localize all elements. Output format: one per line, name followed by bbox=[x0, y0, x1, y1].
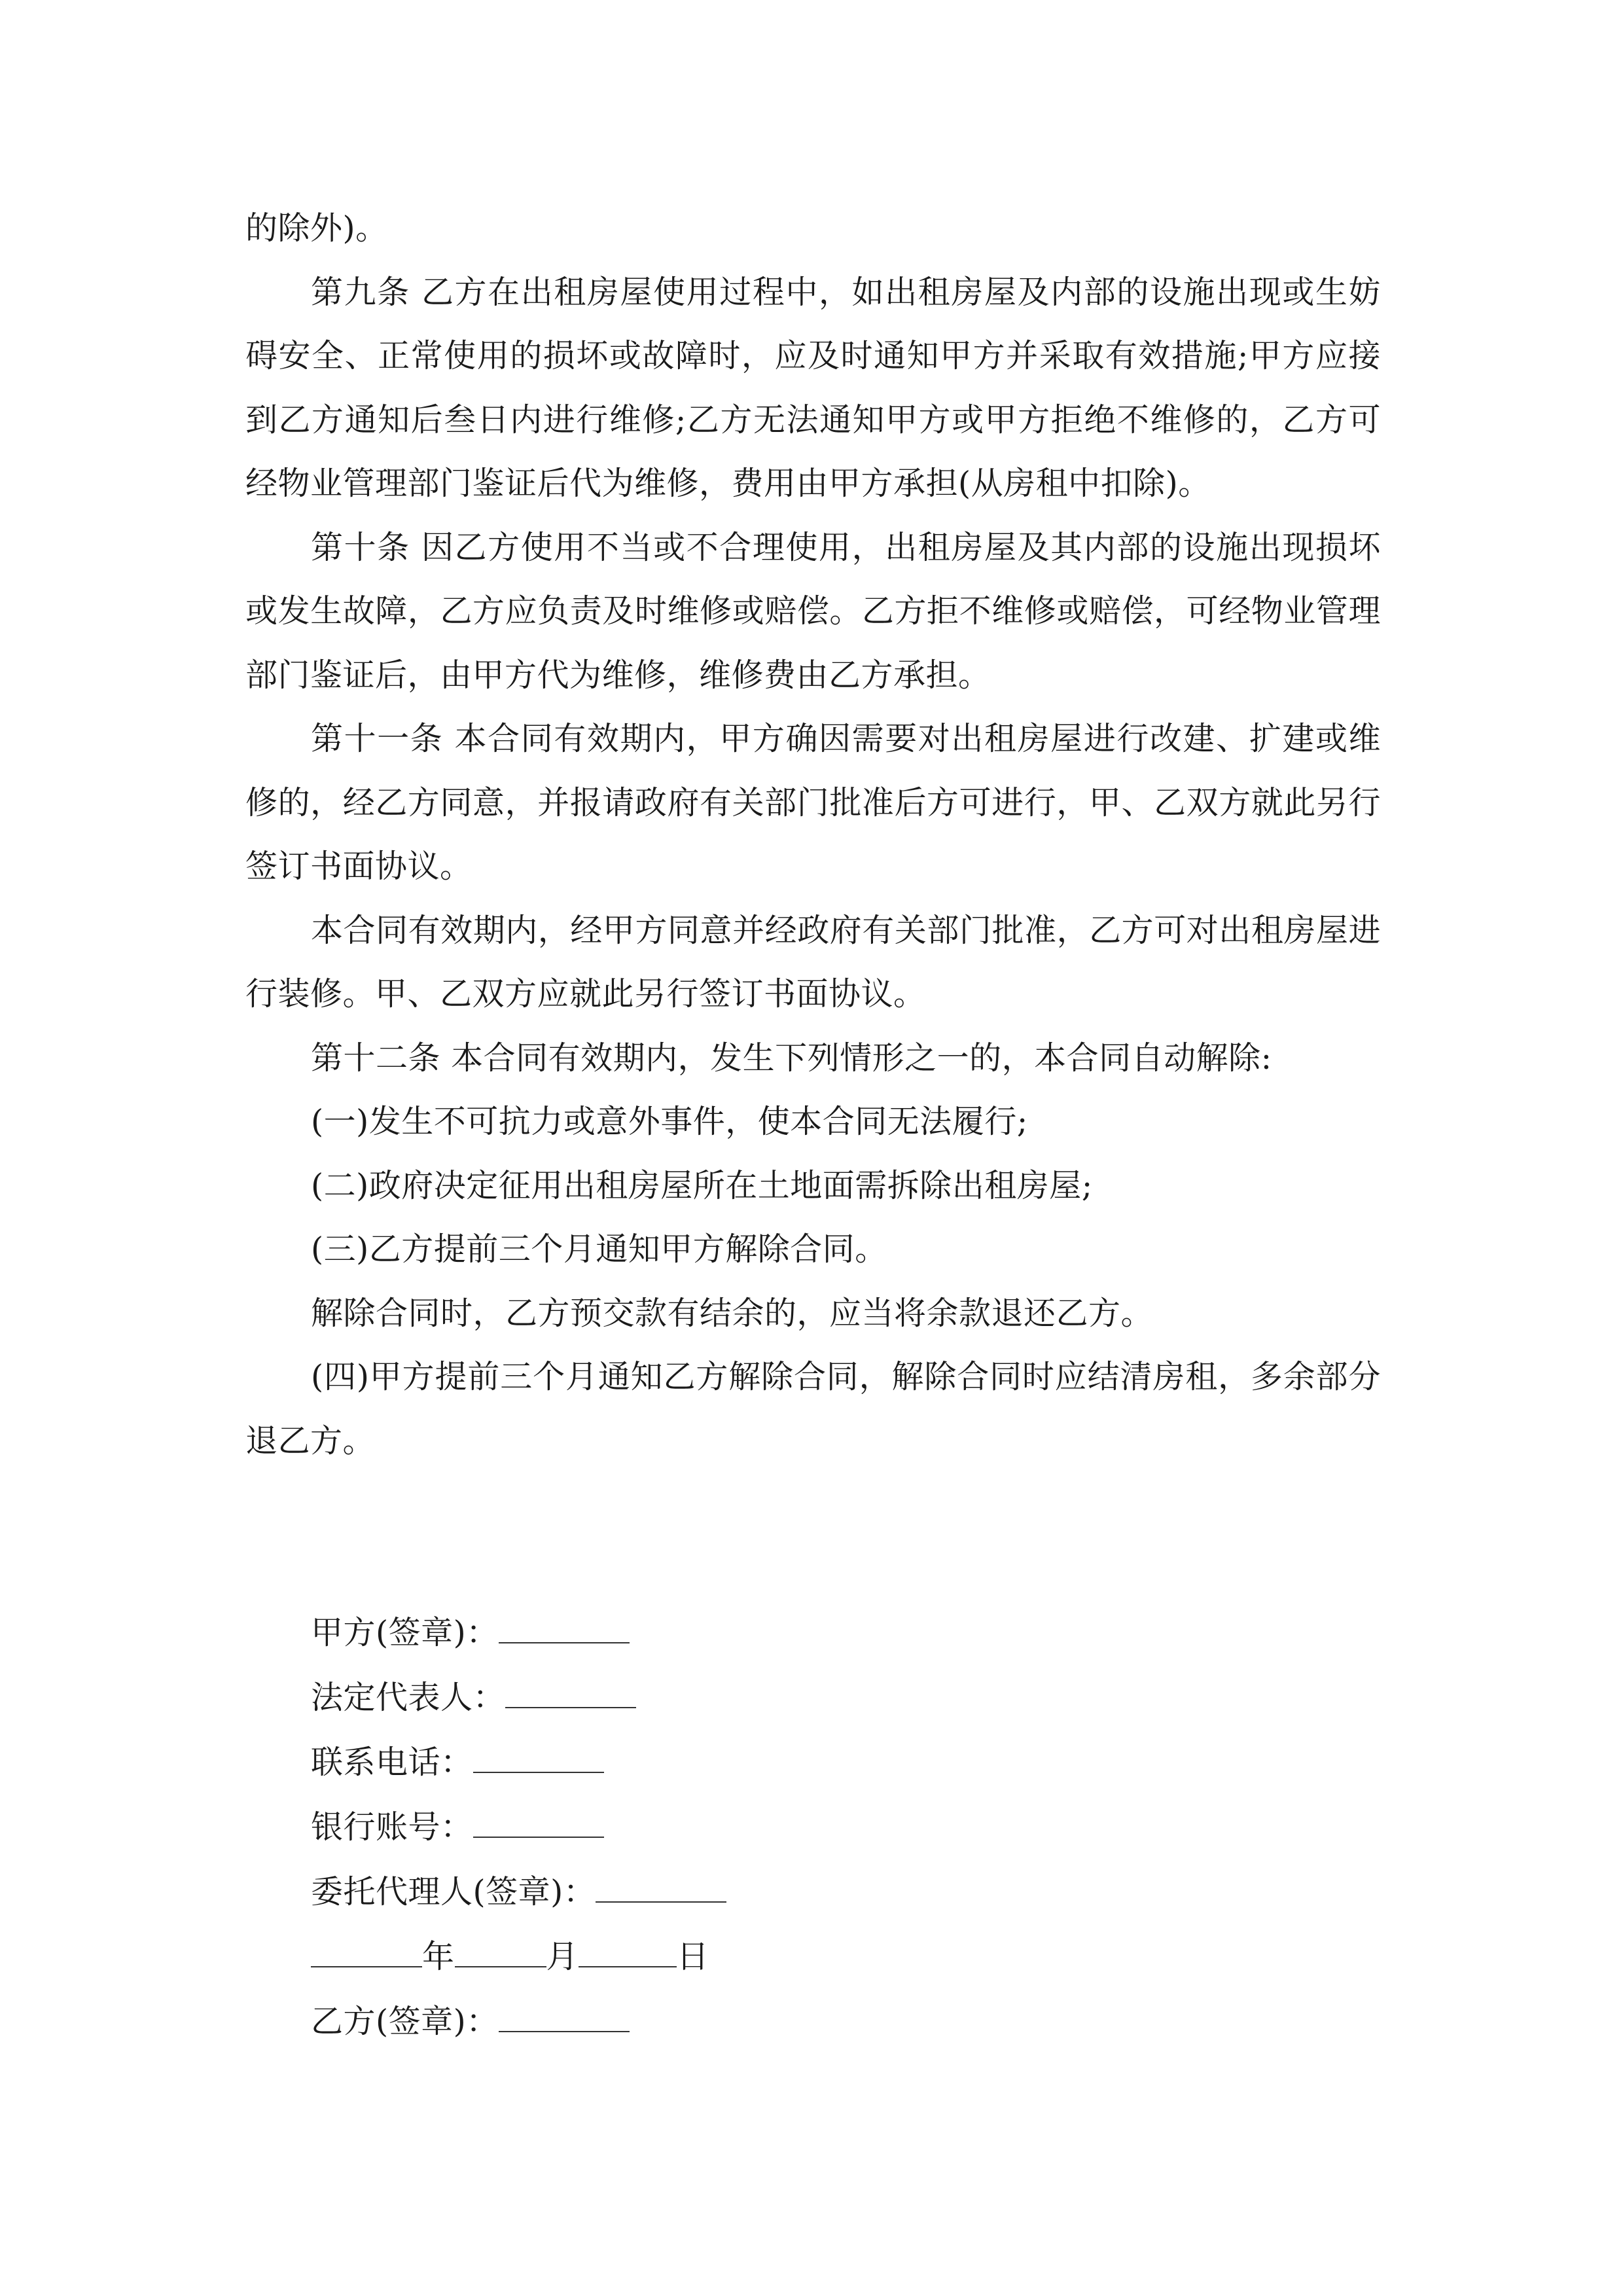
paragraph-article-9: 第九条 乙方在出租房屋使用过程中，如出租房屋及内部的设施出现或生妨碍安全、正常使用的损坏或故障时，应及时通知甲方并采取有效措施;甲方应接到乙方通知后叁日内进行维修;乙方无法通知甲方或甲方拒绝不维修的，乙方可经物业管理部门鉴证后代为维修，费用由甲方承担(从房租中扣除)。 bbox=[245, 273, 1381, 502]
day-blank[interactable] bbox=[579, 1940, 677, 1967]
phone-blank[interactable] bbox=[473, 1746, 604, 1773]
party-a-blank[interactable] bbox=[499, 1616, 630, 1643]
paragraph-continuation: 的除外)。 bbox=[245, 209, 388, 247]
legal-rep-blank[interactable] bbox=[505, 1681, 636, 1708]
paragraph-article-11: 第十一条 本合同有效期内，甲方确因需要对出租房屋进行改建、扩建或维修的，经乙方同意，并报请政府有关部门批准后方可进行，甲、乙双方就此另行签订书面协议。 bbox=[245, 720, 1381, 885]
signature-row-party-b bbox=[311, 1989, 1227, 2054]
paragraph-article-10: 第十条 因乙方使用不当或不合理使用，出租房屋及其内部的设施出现损坏或发生故障，乙方应负责及时维修或赔偿。乙方拒不维修或赔偿，可经物业管理部门鉴证后，由甲方代为维修，维修费由乙方承担。 bbox=[245, 528, 1381, 694]
party-a-label: 甲方(签章)： bbox=[311, 1614, 499, 1651]
signature-row-legal-rep bbox=[311, 1665, 1227, 1730]
signature-row-bank-account bbox=[311, 1795, 1227, 1859]
year-label: 年 bbox=[422, 1938, 455, 1975]
agent-label: 委托代理人(签章)： bbox=[311, 1873, 596, 1910]
agent-blank[interactable] bbox=[596, 1875, 726, 1903]
paragraph-renovation: 本合同有效期内，经甲方同意并经政府有关部门批准，乙方可对出租房屋进行装修。甲、乙双方应就此另行签订书面协议。 bbox=[245, 911, 1381, 1013]
phone-label: 联系电话： bbox=[311, 1744, 473, 1781]
year-blank[interactable] bbox=[311, 1940, 422, 1967]
month-blank[interactable] bbox=[455, 1940, 546, 1967]
bank-account-blank[interactable] bbox=[473, 1810, 604, 1838]
contract-body bbox=[245, 196, 1381, 1473]
paragraph-refund: 解除合同时，乙方预交款有结余的，应当将余款退还乙方。 bbox=[311, 1294, 1154, 1332]
signature-row-agent bbox=[311, 1859, 1227, 1924]
signature-row-party-a bbox=[311, 1600, 1227, 1665]
paragraph-item-2: (二)政府决定征用出租房屋所在土地面需拆除出租房屋; bbox=[311, 1166, 1093, 1204]
legal-rep-label: 法定代表人： bbox=[311, 1679, 506, 1716]
signature-block bbox=[311, 1600, 1227, 2054]
month-label: 月 bbox=[546, 1938, 579, 1975]
signature-row-phone bbox=[311, 1730, 1227, 1795]
paragraph-item-1: (一)发生不可抗力或意外事件，使本合同无法履行; bbox=[311, 1103, 1028, 1140]
paragraph-article-12: 第十二条 本合同有效期内，发生下列情形之一的，本合同自动解除: bbox=[311, 1039, 1272, 1077]
party-b-blank[interactable] bbox=[499, 2005, 630, 2032]
paragraph-item-4: (四)甲方提前三个月通知乙方解除合同，解除合同时应结清房租，多余部分退乙方。 bbox=[245, 1358, 1381, 1460]
day-label: 日 bbox=[677, 1938, 709, 1975]
paragraph-item-3: (三)乙方提前三个月通知甲方解除合同。 bbox=[311, 1230, 887, 1268]
party-b-label: 乙方(签章)： bbox=[311, 2003, 499, 2040]
signature-row-date bbox=[311, 1924, 1227, 1989]
bank-account-label: 银行账号： bbox=[311, 1808, 473, 1846]
